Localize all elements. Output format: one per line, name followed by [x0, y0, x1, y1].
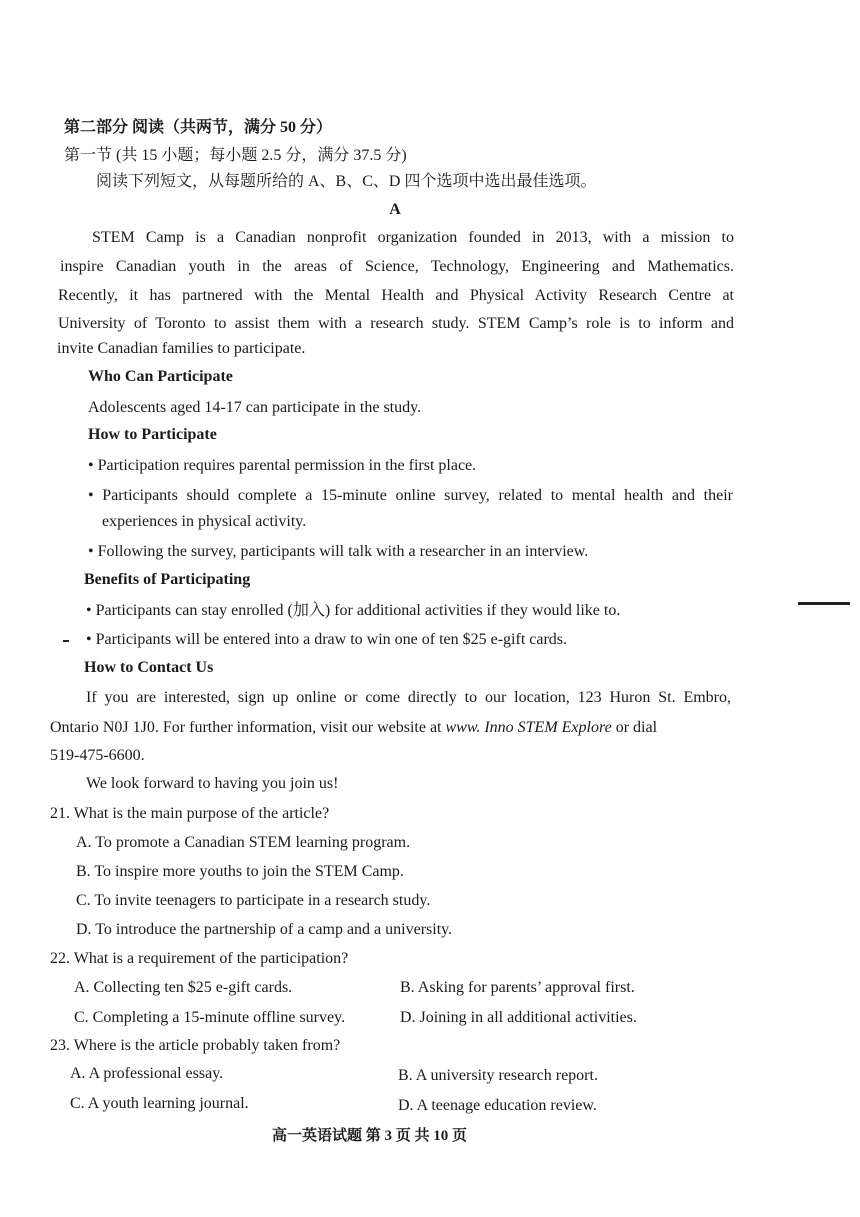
passage-letter: A — [389, 201, 401, 218]
closing: We look forward to having you join us! — [86, 775, 339, 792]
intro-line: inspire Canadian youth in the areas of Science, Technology, Engineering and Mathematics. — [60, 258, 734, 275]
who-heading: Who Can Participate — [88, 368, 233, 385]
how-heading: How to Participate — [88, 426, 217, 443]
option: D. A teenage education review. — [398, 1097, 597, 1114]
option: C. A youth learning journal. — [70, 1095, 249, 1112]
option: A. A professional essay. — [70, 1065, 224, 1082]
option: D. Joining in all additional activities. — [400, 1009, 637, 1026]
how-bullet: • Participants should complete a 15-minute online survey, related to mental health and their — [88, 487, 733, 504]
option: A. Collecting ten $25 e-gift cards. — [74, 979, 293, 996]
website-link: www. Inno STEM Explore — [445, 719, 612, 736]
contact-line: 519-475-6600. — [50, 747, 145, 764]
contact-line-2 — [50, 718, 740, 738]
how-bullet: experiences in physical activity. — [102, 513, 307, 530]
contact-heading: How to Contact Us — [84, 659, 214, 676]
option: A. To promote a Canadian STEM learning program. — [76, 834, 411, 851]
scan-margin-mark — [798, 602, 850, 605]
option: D. To introduce the partnership of a camp and a university. — [76, 921, 453, 938]
option: B. Asking for parents’ approval first. — [400, 979, 635, 996]
instruction: 阅读下列短文，从每题所给的 A、B、C、D 四个选项中选出最佳选项。 — [96, 173, 597, 190]
option: C. To invite teenagers to participate in a research study. — [76, 892, 431, 909]
sub-heading: 第一节 (共 15 小题；每小题 2.5 分，满分 37.5 分) — [64, 147, 407, 164]
who-text: Adolescents aged 14-17 can participate in the study. — [88, 399, 422, 416]
intro-line: invite Canadian families to participate. — [57, 340, 306, 357]
question-stem: 21. What is the main purpose of the article? — [50, 805, 330, 822]
benefits-heading: Benefits of Participating — [84, 571, 251, 588]
question-stem: 23. Where is the article probably taken from? — [50, 1037, 341, 1054]
contact-line: If you are interested, sign up online or come directly to our location, 123 Huron St. Embro, — [86, 689, 731, 706]
contact-text: Ontario N0J 1J0. For further information, visit our website at — [50, 719, 442, 736]
page-footer: 高一英语试题 第 3 页 共 10 页 — [272, 1128, 468, 1144]
option: B. A university research report. — [398, 1067, 598, 1084]
how-bullet: • Following the survey, participants will talk with a researcher in an interview. — [88, 543, 589, 560]
intro-line: University of Toronto to assist them with a research study. STEM Camp’s role is to inform and — [58, 315, 734, 332]
intro-line: STEM Camp is a Canadian nonprofit organization founded in 2013, with a mission to — [92, 229, 734, 246]
intro-line: Recently, it has partnered with the Mental Health and Physical Activity Research Centre at — [58, 287, 734, 304]
option: B. To inspire more youths to join the STEM Camp. — [76, 863, 404, 880]
scan-dash-mark — [63, 640, 69, 642]
benefits-bullet: • Participants can stay enrolled (加入) for additional activities if they would like to. — [86, 602, 621, 619]
how-bullet: • Participation requires parental permission in the first place. — [88, 457, 477, 474]
question-stem: 22. What is a requirement of the participation? — [50, 950, 349, 967]
part-heading: 第二部分 阅读（共两节，满分 50 分） — [64, 119, 333, 136]
dial-text: or dial — [615, 719, 658, 736]
option: C. Completing a 15-minute offline survey. — [74, 1009, 346, 1026]
benefits-bullet: • Participants will be entered into a draw to win one of ten $25 e-gift cards. — [86, 631, 568, 648]
